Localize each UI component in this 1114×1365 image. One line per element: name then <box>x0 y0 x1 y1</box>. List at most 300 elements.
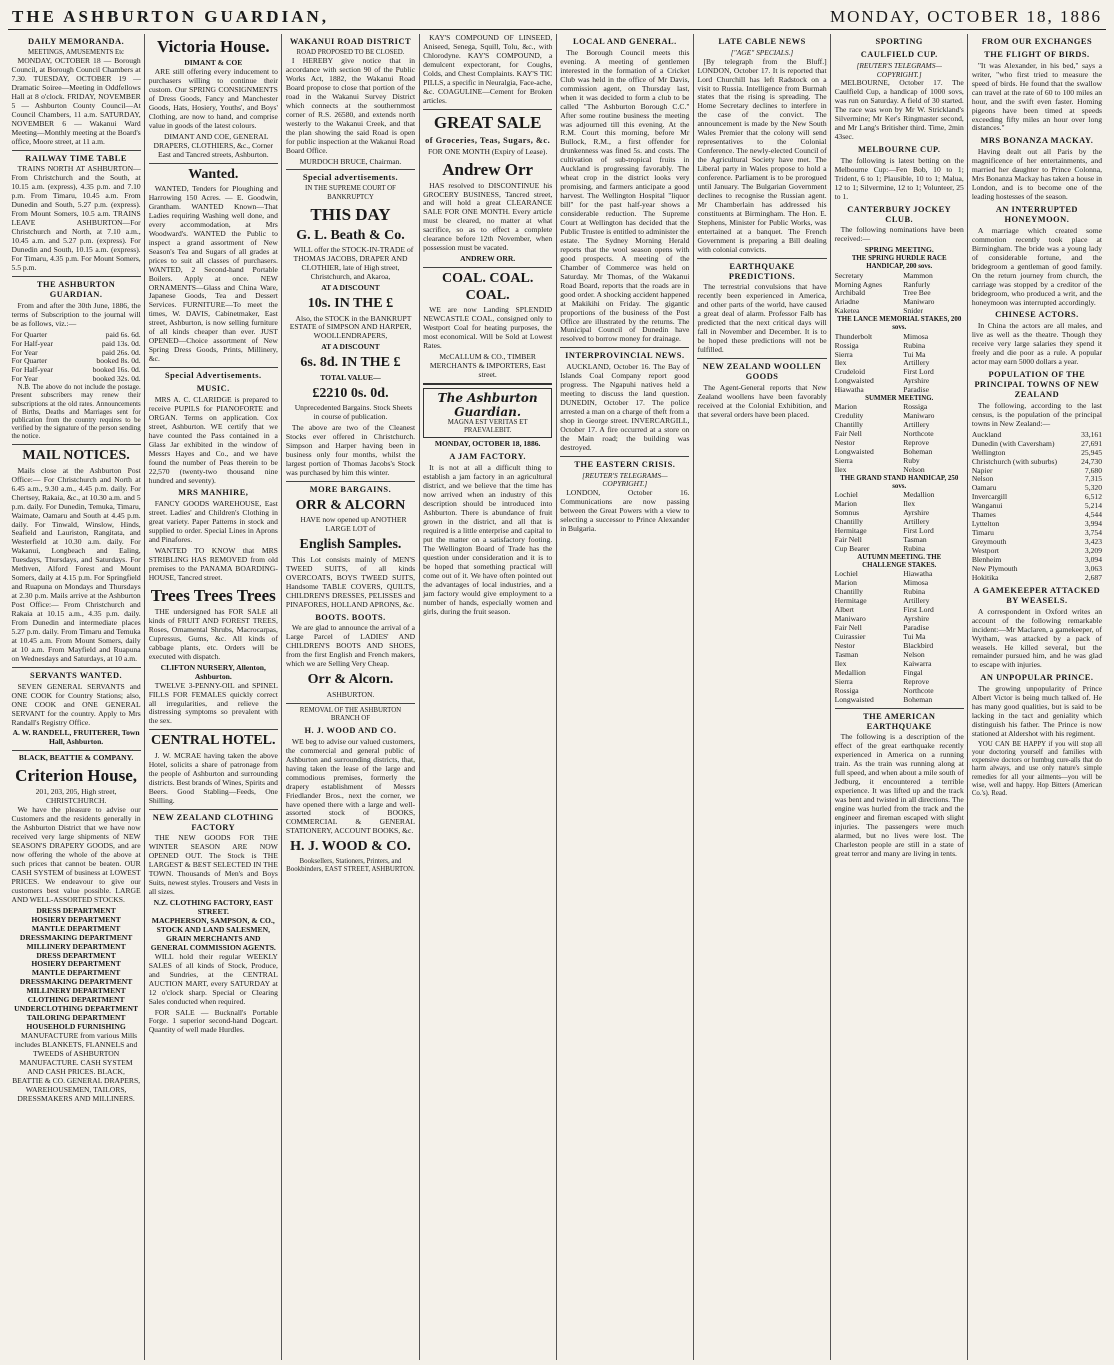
horse-name: Albert <box>834 606 855 615</box>
english-samples-heading: English Samples. <box>299 537 402 553</box>
subscription-table <box>12 331 141 385</box>
divider <box>423 383 552 385</box>
town-population: 33,161 <box>1081 429 1102 439</box>
horse-name: Secretary <box>834 271 864 280</box>
special-heading: Special Advertisements. <box>164 371 262 381</box>
horse-name: Kaiwarra <box>903 659 932 668</box>
horse-name: Chantilly <box>834 518 863 527</box>
horse-name: Tasman <box>903 536 927 545</box>
horse-name: Ilex <box>834 466 847 475</box>
department-item: CLOTHING DEPARTMENT <box>27 995 125 1005</box>
town-name: Hokitika <box>971 572 999 582</box>
sporting-heading: SPORTING <box>875 37 923 46</box>
horse-list <box>835 570 964 704</box>
department-item: MANTLE DEPARTMENT <box>31 968 121 978</box>
macpherson-heading: MACPHERSON, SAMPSON, & CO., STOCK AND LAND SALESMEN, GRAIN MERCHANTS AND GENERAL COMMISSION AGENTS. <box>150 916 276 952</box>
population-row <box>972 574 1102 583</box>
music-heading: MUSIC. <box>196 384 230 394</box>
horse-name: Tui Ma <box>903 632 926 641</box>
town-name: Nelson <box>971 474 994 484</box>
horse-name: Ilex <box>834 659 847 668</box>
horse-name: Artillery <box>903 518 930 527</box>
subscription-period: For Half-year <box>11 338 54 348</box>
horse-name: Marion <box>834 403 857 412</box>
more-bargains-heading: MORE BARGAINS. <box>309 484 392 494</box>
divider <box>12 667 141 668</box>
town-name: Lyttelton <box>971 519 1000 529</box>
town-name: Wanganui <box>971 501 1003 511</box>
kays-ads: KAY'S COMPOUND OF LINSEED, Aniseed, Senega, Squill, Tolu, &c., with Chlorodyne. KAY'S COMPOUND, a demulcent expectorant, for Coughs, Colds, and Chest Complaints. KAY'S TIC PILLS, a specific in Neuralgia, Face-ache, &c. COAGULINE—Cement for Broken articles. <box>423 34 553 105</box>
column-1 <box>8 34 145 1360</box>
town-population: 27,691 <box>1081 438 1102 448</box>
horse-name: Ilex <box>834 359 847 368</box>
horse-name: Rossiga <box>903 403 928 412</box>
gamekeeper-heading: A GAMEKEEPER ATTACKED BY WEASELS. <box>973 585 1101 605</box>
column-7 <box>831 34 968 1360</box>
subscription-price: paid 13s. 0d. <box>101 338 141 348</box>
horse-name: Maniwaro <box>903 412 935 421</box>
department-item: HOSIERY DEPARTMENT <box>31 914 121 924</box>
subscription-period: For Half-year <box>11 365 54 375</box>
wood-removal: REMOVAL OF THE ASHBURTON BRANCH OF <box>299 706 402 722</box>
town-name: New Plymouth <box>971 564 1018 573</box>
eastern-crisis-heading: THE EASTERN CRISIS. <box>574 459 676 469</box>
discount-label-2: AT A DISCOUNT <box>321 342 380 352</box>
horse-list <box>835 403 964 475</box>
horse-name: Rubina <box>903 341 926 350</box>
macpherson-text: WILL hold their regular WEEKLY SALES of all kinds of Stock, Produce, and Sundries, at the CENTRAL AUCTION MART, every SATURDAY at 12 o'clock sharp. Special or Clearing Sales conducted when required. <box>148 951 278 1006</box>
horse-name: Lochiel <box>834 570 858 579</box>
horse-name: Paradise <box>903 386 929 395</box>
paper-issue-date: MONDAY, OCTOBER 18, 1886. <box>434 439 541 449</box>
horse-name: Ilex <box>903 500 916 509</box>
horse-name: Sierra <box>834 677 853 686</box>
melbourne-cup-heading: MELBOURNE CUP. <box>857 144 941 154</box>
divider <box>12 150 141 151</box>
prince-heading: AN UNPOPULAR PRINCE. <box>980 673 1094 683</box>
town-population: 3,754 <box>1084 528 1102 538</box>
horse-name: Mimosa <box>903 579 929 588</box>
mail-text: Mails close at the Ashburton Post Office:— For Christchurch and North at 6.45 a.m., 9.30 a.m., 4.45 p.m. daily. For Chertsey, Rakaia, &c., at 10.30 a.m. and 5 p.m. daily. For Dunedin, Temuka, Timaru, Waimate, Oamaru and South at 4.45 p.m. daily. For Tinwald, Winslow, Hinds, Seafield and Lauriston, Rangitata, and Westerfield at 10.30 a.m. daily. For Wakanui, Longbeach and Ealing, Tuesdays, Thursdays, and Saturdays. For Methven, Alford Forest and Mount Somers, daily at 4.15 p.m. For Springfield and Ruapuna on Mondays and Thursdays at 2.30 p.m. Mails arrive at the Ashburton Post Office:— From Christchurch and Rakaia at 10.15 a.m., 4.35 p.m. daily. From Dunedin and intermediate places 5.27 p.m. daily. From Timaru and Temuka at 10.45 a.m. From Mount Somers, daily at 10 a.m. From Mayfield and Ruapuna on Wednesdays and Saturdays, at 10 a.m. <box>11 465 141 663</box>
this-day-heading: THIS DAY <box>310 204 391 224</box>
great-sale-sub: of Groceries, Teas, Sugars, &c. <box>425 135 551 145</box>
horse-name: Ruby <box>903 457 920 466</box>
jam-factory-heading: A JAM FACTORY. <box>449 452 526 462</box>
caulfield-text: MELBOURNE, October 17. The Caulfield Cup, a handicap of 1000 sovs, was run on Saturday. A field of 30 started. The race was won by Mr W. Strickland's Silvermine; Mr Ker's Ringmaster second, and Mr Lang's Britisher third. Time, 2min 43sec. <box>834 78 964 141</box>
horse-name: Artillery <box>903 421 930 430</box>
horse-name: Thunderbolt <box>834 332 873 341</box>
central-heading: CENTRAL HOTEL. <box>151 733 276 749</box>
divider <box>835 708 964 709</box>
coal-text: WE are now Landing SPLENDID NEWCASTLE COAL, consigned only to Westport Coal for heating purposes, the most economical. Will be Sold at Lowest Rates. <box>423 305 553 350</box>
andrew-orr-signature: ANDREW ORR. <box>460 254 516 264</box>
boots-heading: BOOTS. BOOTS. <box>315 612 386 622</box>
town-population: 3,063 <box>1084 564 1102 573</box>
horse-name: Nelson <box>903 466 925 475</box>
divider <box>149 163 278 164</box>
town-name: Napier <box>971 465 993 475</box>
wood-text: WE beg to advise our valued customers, the commercial and general public of Ashburton and surrounding districts, that, having taken the lease of the large and commodious premises, formerly the drapery establishment of Messrs Friedlander Bros., next the corner, we have opened there with a large and well-assorted stock of BOOKS, COMMERCIAL & GENERAL STATIONERY, ACCOUNT BOOKS, &c. <box>285 736 416 836</box>
horse-name: Chantilly <box>834 588 863 597</box>
town-name: Greymouth <box>971 537 1007 547</box>
divider <box>149 367 278 368</box>
town-population: 3,094 <box>1084 555 1102 565</box>
manhire-text: FANCY GOODS WAREHOUSE, East street. Ladies' and Children's Clothing in great variety. Paper Patterns in stock and supplied to order. Special Lines in Aprons and Pinafores. <box>148 499 278 545</box>
horse-list <box>835 491 964 554</box>
horse-name: Hiawatha <box>903 570 933 579</box>
horse-name: Rubina <box>903 545 926 554</box>
town-population: 7,680 <box>1084 465 1102 475</box>
chinese-actors-heading: CHINESE ACTORS. <box>995 310 1079 320</box>
jam-factory-text: It is not at all a difficult thing to establish a jam factory in an agricultural district, and we believe that the time has now arrived when an industry of this description should be introduced into Ashburton. There is abundance of fruit grown in the district, and all that is required is a little enterprise and capital to put the matter on a satisfactory footing. The Wellington Board of Trade has the question under consideration and it is to be hoped that something practical will come out of it. We have often pointed out the advantages of local industries, and a jam factory would give employment to a number of hands, especially women and girls, during the fruit season. <box>423 463 553 616</box>
horse-name: Tree Bee <box>903 289 931 298</box>
subscription-row <box>12 375 141 384</box>
horse-name: Longwaisted <box>834 695 874 704</box>
town-population: 25,945 <box>1081 447 1102 457</box>
wood-heading: H. J. WOOD AND CO. <box>304 725 397 735</box>
discount-label: AT A DISCOUNT <box>321 283 380 293</box>
horse-name: Somnus <box>834 509 860 518</box>
mackay-heading: MRS BONANZA MACKAY. <box>980 136 1094 146</box>
divider <box>149 809 278 810</box>
column-4 <box>420 34 557 1360</box>
column-5 <box>557 34 694 1360</box>
cjc-heading: CANTERBURY JOCKEY CLUB. <box>847 204 952 224</box>
memoranda-subheading: MEETINGS, AMUSEMENTS Etc <box>27 48 125 56</box>
mackay-text: Having dealt out all Paris by the magnificence of her entertainments, and married her daughter to Prince Colonna, Mrs Bonanza Mackay has taken a house in London, and is to become one of the leading hostesses of the season. <box>971 147 1102 202</box>
road-text: I HEREBY give notice that in accordance with section 90 of the Public Works Act, 1882, the Wakanui Road Board propose to close that portion of the road in the Wakanui Survey District which connects at the southernmost corner of R.S. 26580, and extends north westerly to the Wakanui Creek, and that the plan showing the said Road is open for public inspection at the Wakanui Road Board Office. <box>285 56 416 155</box>
cable-heading: LATE CABLE NEWS <box>718 37 806 46</box>
horse-name: Reprove <box>903 439 929 448</box>
town-population: 3,209 <box>1084 546 1102 556</box>
horse-name: Sierra <box>834 457 853 466</box>
horse-name: Morning Agnes <box>834 280 883 289</box>
memoranda-heading: DAILY MEMORANDA. <box>27 37 125 46</box>
flight-text: "It was Alexander, in his bed," says a writer, "who first tried to measure the speed of birds. He found that the swallow can travel at the rate of 60 to 100 miles an hour, and the swift even faster. Homing pigeons have been timed at speeds exceeding fifty miles an hour over long distances." <box>971 60 1102 133</box>
memoranda-text: MONDAY, OCTOBER 18 — Borough Council, at Borough Council Chambers at 7.30. TUESDAY, OCTOBER 19 — Dramatic Soiree—Meeting in Oddfellows Hall at 8 o'clock. FRIDAY, NOVEMBER 5 — Ashburton County Council—At Council Chambers, 11 a.m. SATURDAY, NOVEMBER 6 — Wakanui Ward Meeting—Monthly meeting at the Board's office, Moore street, at 11 a.m. <box>11 56 141 146</box>
horse-name: Kaketea <box>834 307 860 316</box>
interprovincial-heading: INTERPROVINCIAL NEWS. <box>565 351 685 361</box>
column-8 <box>968 34 1105 1360</box>
orr-alcorn-2-sub: ASHBURTON. <box>326 689 375 699</box>
music-text: MRS A. C. CLARIDGE is prepared to receive PUPILS for PIANOFORTE and ORGAN. Terms on application. Cox street, Ashburton. WE certify that we have counted the Pass contained in a Glass Jar exhibited in the window of Messrs Hayes and Co., and we have found the number of Peas therein to be 22,570 (twenty-two thousand nine hundred and seventy). <box>148 394 278 485</box>
horse-name: Longwaisted <box>834 377 874 386</box>
horse-name: Rossiga <box>834 686 859 695</box>
gamekeeper-text: A correspondent in Oxford writes an account of the following remarkable incident:—Mr Maclaren, a gamekeeper, of Wytham, was attacked by a pack of weasels. He killed several, but the remainder pursued him, and he was glad to escape with injuries. <box>971 606 1102 670</box>
department-item: HOSIERY DEPARTMENT <box>31 959 121 969</box>
horse-name: Medallion <box>903 491 935 500</box>
horse-name: Nestor <box>834 641 855 650</box>
prince-text: The growing unpopularity of Prince Albert Victor is being much talked of. He has many good qualities, but is said to be lacking in the tact and geniality which distinguish his father. The Prince is now stationed at Aldershot with his regiment. <box>971 684 1102 739</box>
court-line: IN THE SUPREME COURT OF BANKRUPTCY <box>305 185 396 201</box>
town-population: 6,512 <box>1084 492 1102 502</box>
total-value: £2210 0s. 0d. <box>312 385 389 401</box>
horse-name: Credulity <box>834 412 864 421</box>
cable-text: [By telegraph from the Bluff.] LONDON, October 17. It is reported that Lord Churchill has left Radstock on a visit to Russia. Intelligence from Burmah states that the rising is spreading. The Home Secretary declines to interfere in the case of the convict. The announcement is made by the New South Wales Premier that the colony will send representatives to the Colonial Conference. The newly-elected Council of the Agricultural Society have met. The Liberal party in Wales propose to hold a conference. Parliament is to be prorogued until January. The Bulgarian Government declines to recognise the Russian agent. Mr Chamberlain has addressed his constituents at Birmingham. The Hon. E. Stephens, Minister for Public Works, was entertained at a banquet. The French Government is preparing a Bill dealing with colonial convicts. <box>697 56 827 254</box>
exchanges-heading: FROM OUR EXCHANGES <box>981 37 1093 46</box>
race-name: THE GRAND STAND HANDICAP, 250 sovs. <box>840 475 959 491</box>
quake-predictions-heading: EARTHQUAKE PREDICTIONS. <box>728 261 796 281</box>
woollen-heading: NEW ZEALAND WOOLLEN GOODS <box>702 362 822 381</box>
honeymoon-heading: AN INTERRUPTED HONEYMOON. <box>995 205 1078 224</box>
town-population: 24,730 <box>1081 456 1102 466</box>
paper-nameplate-title: The Ashburton Guardian. <box>437 390 538 419</box>
population-sub: The following, according to the last census, is the population of the principal towns in New Zealand:— <box>971 400 1102 428</box>
department-item: HOUSEHOLD FURNISHING <box>26 1022 126 1032</box>
victoria-text: ARE still offering every inducement to purchasers willing to continue their custom. Our SPRING CONSIGNMENTS of Dress Goods, Fancy and Manchester Goods, Hats, Hosiery, Youths', and Boys' Clothing, are now to hand, and comprise value in goods of the latest colours. <box>148 67 278 130</box>
cjc-sub: The following nominations have been received:— <box>834 225 964 244</box>
total-label: TOTAL VALUE— <box>320 372 381 382</box>
guardian-heading: THE ASHBURTON GUARDIAN. <box>36 279 116 299</box>
horse-name: Hermitage <box>834 597 867 606</box>
victoria-heading: Victoria House. <box>156 37 270 56</box>
woollen-text: The Agent-General reports that New Zealand woollens have been favorably received at the Colonial Exhibition, and that several orders have been placed. <box>697 382 827 419</box>
interprovincial-text: AUCKLAND, October 16. The Bay of Islands Coal Company report good progress. The Ngapuhi natives held a meeting to discuss the land question. DUNEDIN, October 17. The police arrested a man on a charge of theft from a shop in George street. INVERCARGILL, October 17. A fire occurred at a store on the Main road; the building was destroyed. <box>560 362 690 452</box>
horse-name: Ayrshire <box>903 615 930 624</box>
columns <box>8 34 1106 1360</box>
department-item: DRESSMAKING DEPARTMENT <box>19 932 133 942</box>
quake-predictions-text: The terrestrial convulsions that have recently been experienced in America, and other parts of the world, have caused a great deal of alarm. Professor Falb has predicted that the next critical days will fall in November and December. It is to be hoped these predictions will not be fulfilled. <box>697 282 827 355</box>
department-item: UNDERCLOTHING DEPARTMENT <box>14 1004 139 1014</box>
town-name: Dunedin (with Caversham) <box>971 438 1055 448</box>
horse-name: Rossiga <box>834 341 859 350</box>
boots-text: We are glad to announce the arrival of a Large Parcel of LADIES' AND CHILDREN'S BOOTS AND SHOES, from the first English and French makers, which we are Selling Very Cheap. <box>285 623 416 669</box>
criterion-address: 201, 203, 205, High street, CHRISTCHURCH. <box>35 787 117 806</box>
race-name: SUMMER MEETING. <box>865 395 934 403</box>
race-nominations <box>835 255 964 704</box>
horse-name: Ayrshire <box>903 377 930 386</box>
horse-name: Blackbird <box>903 641 934 650</box>
horse-name: First Lord <box>903 368 934 377</box>
mail-heading: MAIL NOTICES. <box>22 448 130 464</box>
caulfield-heading: CAULFIELD CUP. <box>860 49 938 59</box>
horse-name: Northcote <box>903 686 934 695</box>
population-heading: POPULATION OF THE PRINCIPAL TOWNS OF NEW ZEALAND <box>974 370 1100 399</box>
horse-name: Fair Nell <box>834 624 862 633</box>
paper-title: THE ASHBURTON GUARDIAN, <box>12 7 329 27</box>
victoria-subheading: DIMANT & COE <box>184 58 243 68</box>
great-sale-text: FOR ONE MONTH (Expiry of Lease). <box>427 146 548 156</box>
coal-heading: COAL. COAL. COAL. <box>441 271 534 303</box>
subscription-price: booked 32s. 0d. <box>92 374 141 384</box>
horse-name: Ayrshire <box>903 509 930 518</box>
nzc-signature: N.Z. CLOTHING FACTORY, EAST STREET. <box>153 898 273 917</box>
horse-name: Crudeloid <box>834 368 865 377</box>
horse-name: Tui Ma <box>903 350 926 359</box>
race-name: THE SPRING HURDLE RACE HANDICAP, 200 sovs. <box>851 255 947 271</box>
stock-body-text: The above are two of the Cleanest Stocks ever offered in Christchurch. Simpson and Harper having been in business only four months, whilst the largest portion of Thomas Jacobs's Stock was purchased by him this winter. <box>285 423 416 477</box>
town-population: 2,687 <box>1084 572 1102 582</box>
local-text: The Borough Council meets this evening. A meeting of gentlemen interested in the formation of a Cricket Club was held in the office of Mr Davis, commission agent, on Thursday last, when it was decided to form a club to be called "The Ashburton Borough C.C." After some routine business the meeting was adjourned till this evening. At the R.M. Court this morning, before Mr Bullock, R.M., a first offender for drunkenness was fined 5s. and costs. The cultivation of sub-tropical fruits in Auckland is progressing favorably. The wheat crop in the district looks very promising, and farmers anticipate a good harvest. The Wellington Hospital "liquor bill" for the past half-year shows a considerable reduction. The Supreme Court at Wellington has decided that the Public Trustee is entitled to administer the estate. The Sydney Morning Herald reports that the wool season opens with good prospects. A meeting of the Chamber of Commerce was held on Saturday. Mr Thomas, of the Wakanui Road Board, reports that the roads are in good order. A shocking accident happened at Makikihi on Friday. The gigantic proportions of the business of the Post Office are illustrated by the returns. The Municipal Council of Dunedin have resolved to borrow money for drainage. <box>560 47 690 344</box>
wanted-to-know: WANTED TO KNOW that MRS STRIBLING HAS REMOVED from old premises to the PANAMA BOARDING-HOUSE, Tancred street. <box>148 546 278 582</box>
divider <box>697 258 826 259</box>
servants-heading: SERVANTS WANTED. <box>30 670 123 680</box>
horse-name: Hiawatha <box>834 386 864 395</box>
road-signature: MURDOCH BRUCE, Chairman. <box>299 156 402 166</box>
wanted-heading: Wanted. <box>188 166 239 182</box>
department-item: MILLINERY DEPARTMENT <box>26 941 126 951</box>
horse-name: Fingal <box>903 668 923 677</box>
manhire-heading: MRS MANHIRE, <box>178 488 249 498</box>
divider <box>560 347 689 348</box>
town-name: Oamaru <box>971 483 997 493</box>
horse-name: Cup Bearer <box>834 545 870 554</box>
trees-heading: Trees Trees Trees <box>150 585 276 605</box>
andrew-orr-heading: Andrew Orr <box>442 159 534 179</box>
andrew-orr-text: HAS resolved to DISCONTINUE his GROCERY BUSINESS, Tancred street, and will hold a great CLEARANCE SALE FOR ONE MONTH. Every article must be cleared, no matter at what sacrifice, so as to effect a complete clearance before 12th November, when possession must be vacated. <box>423 180 553 253</box>
servants-text: SEVEN GENERAL SERVANTS and ONE COOK for Country Stations; also, ONE COOK and ONE GENERAL SERVANT for the country. Apply to Mrs Randall's Registry Office. <box>11 681 141 727</box>
paper-motto: MAGNA EST VERITAS ET PRAEVALEBIT. <box>447 419 528 435</box>
chinese-actors-text: In China the actors are all males, and live as well as the theatre. Though they receive very large salaries they spend it freely and die poor as a rule. A popular actor may earn 5000 dollars a year. <box>971 321 1102 367</box>
orr-alcorn-heading: ORR & ALCORN <box>295 497 406 513</box>
horse-name: Artillery <box>903 359 930 368</box>
wood-sub: Booksellers, Stationers, Printers, and Bookbinders, EAST STREET, ASHBURTON. <box>286 857 415 873</box>
horse-name: Nelson <box>903 650 925 659</box>
horse-name: Marion <box>834 500 857 509</box>
english-samples-text: This Lot consists mainly of MEN'S TWEED SUITS, of all kinds OVERCOATS, BOYS TWEED SUITS, Handsome TABLE COVERS, QUILTS, CHILDREN'S DRESSES, PELISSES and PINAFORES, HOLLAND APRONS, &c. <box>285 554 416 609</box>
subscription-price: booked 8s. 0d. <box>96 356 141 366</box>
wanted-text: WANTED, Tenders for Ploughing and Harrowing 150 Acres. — E. Goodwin, Grantham. WANTED Known—That Ladies requiring Washing well done, and every accommodation, at Mrs Woodward's. WANTED the Public to inspect a grand assortment of New Season's Tea and Sugars of all grades at prices to suit all classes of purchasers. WANTED, 2 Second-hand Portable Boilers. Apply at once. NEW ORNAMENTS—Glass and China Ware, Japanese Goods, Tea and Dessert Services. FURNITURE—To meet the times, W. DAVIS, Cabinetmaker, East street, Ashburton, is now selling furniture of all kinds cheaper than ever. JUST OPENED—Choice assortment of New Spring Dress Goods, Prints, Millinery, &c. <box>148 184 278 364</box>
great-sale-heading: GREAT SALE <box>433 112 542 132</box>
coal-signature: McCALLUM & CO., TIMBER MERCHANTS & IMPORTERS, East street. <box>429 351 546 379</box>
subscription-period: For Quarter <box>11 356 48 366</box>
guardian-note: N.B. The above do not include the postage. Present subscribers may renew their subscriptions at the old rates. Announcements of Births, Deaths and Marriages sent for publication from the country requires to be verified by the signature of the person sending the notice. <box>11 384 141 441</box>
clifton-nursery: CLIFTON NURSERY, Allenton, Ashburton. <box>160 662 266 681</box>
town-name: Wellington <box>971 447 1006 457</box>
town-population: 4,544 <box>1084 510 1102 520</box>
paper-nameplate <box>423 388 552 439</box>
beath-text: WILL offer the STOCK-IN-TRADE of THOMAS JACOBS, DRAPER AND CLOTHIER, late of High street, Christchurch, and Akaroa, <box>293 245 414 282</box>
department-item: DRESS DEPARTMENT <box>36 905 116 915</box>
divider <box>12 276 141 277</box>
spring-meeting: SPRING MEETING. <box>864 245 934 255</box>
town-name: Blenheim <box>971 555 1002 565</box>
horse-name: Tasman <box>834 650 859 659</box>
trees-text: THE undersigned has FOR SALE all kinds of FRUIT AND FOREST TREES, Roses, Ornamental Shrubs, Macrocarpas, Cupressus, Gums, &c. All kinds of cabbage plants, etc. Orders will be executed with dispatch. <box>148 606 278 661</box>
subscription-period: For Quarter <box>11 329 48 339</box>
horse-name: Ariadne <box>834 298 860 307</box>
horse-name: Paradise <box>903 624 929 633</box>
eastern-crisis-text: LONDON, October 16. Communications are now passing between the Great Powers with a view to selecting a successor to Prince Alexander in Bulgaria. <box>560 488 690 533</box>
horse-name: Archibald <box>834 289 865 298</box>
beath-heading: G. L. Beath & Co. <box>296 227 405 243</box>
railway-heading: RAILWAY TIME TABLE <box>25 153 127 163</box>
fruiterer-ad: A. W. RANDELL, FRUITERER, Town Hall, Ashburton. <box>12 728 140 747</box>
railway-text: TRAINS NORTH AT ASHBURTON—From Christchurch and the South, at 10.15 a.m. (express), 4.35 p.m. and 7.10 p.m. From Timaru, 10.45 a.m. From Dunedin and South, 5.27 p.m. (express). From Mount Somers, 10.5 a.m. TRAINS LEAVE ASHBURTON—For Christchurch and North, at 7.10 a.m., 10.45 a.m. and 5.27 p.m. (express). For Dunedin and South, 10.15 a.m. (express). For Timaru, 4.35 p.m. For Mount Somers, 5.5 p.m. <box>11 164 141 272</box>
divider <box>149 729 278 730</box>
divider <box>423 109 552 110</box>
horse-name: Lochiel <box>834 491 858 500</box>
town-name: Christchurch (with suburbs) <box>971 456 1058 466</box>
american-quake-text: The following is a description of the effect of the great earthquake recently experienced in America on a running train. As the train was running along at full speed, and when about a mile south of Jedburg, it encountered a terrible experience. It was lifted up and the track was bent and twisted in all directions. The engine was hurled from the track and the engineer and fireman escaped with slight injuries. The passengers were much alarmed, but no lives were lost. The Charleston people are still in a state of great terror and many are living in tents. <box>834 732 964 858</box>
horse-name: Fair Nell <box>834 430 862 439</box>
divider <box>286 703 415 704</box>
also-text: Also, the STOCK in the BANKRUPT ESTATE of SIMPSON AND HARPER, WOOLLENDRAPERS, <box>289 313 412 341</box>
caulfield-sub: [REUTER'S TELEGRAMS—COPYRIGHT.] <box>856 60 942 79</box>
subscription-price: paid 26s. 0d. <box>101 347 141 357</box>
horse-name: Medallion <box>834 668 866 677</box>
race-name: AUTUMN MEETING. THE CHALLENGE STAKES. <box>857 554 942 570</box>
horse-name: Longwaisted <box>834 448 874 457</box>
horse-name: First Lord <box>903 527 934 536</box>
horse-name: Mammon <box>903 271 933 280</box>
town-name: Invercargill <box>971 492 1008 502</box>
town-name: Timaru <box>971 528 994 538</box>
paper-date: MONDAY, OCTOBER 18, 1886 <box>829 7 1102 27</box>
horse-name: Hermitage <box>834 527 867 536</box>
divider <box>286 169 415 170</box>
divider <box>560 456 689 457</box>
guardian-text: From and after the 30th June, 1886, the terms of Subscription to the journal will be as follows, viz.:— <box>11 300 141 328</box>
twelve-text: TWELVE 3-PENNY-OIL and SPINEL FILLS FOR FEMALES quickly correct all irregularities, and relieve the distressing symptoms so prevalent with the sex. <box>148 680 278 726</box>
honeymoon-text: A marriage which created some commotion recently took place at Birmingham. The bride was a young lady of considerable fortune, and the bridegroom a gentleman of good family. On the return journey from church, the carriage was stopped by a creditor of the bridegroom, who produced a writ, and the honeymoon was interrupted accordingly. <box>971 225 1102 307</box>
town-name: Auckland <box>971 429 1002 439</box>
melbourne-cup-text: The following is latest betting on the Melbourne Cup:—Fen Bob, 10 to 1; Trident, 6 to 1; Plausible, 10 to 1; Malua, 12 to 1; Silvermine, 12 to 1; Volunteer, 25 to 1. <box>834 155 964 201</box>
town-population: 7,315 <box>1084 474 1102 484</box>
department-item: TAILORING DEPARTMENT <box>26 1013 126 1023</box>
horse-name: Northcote <box>903 430 934 439</box>
department-list <box>12 907 141 1032</box>
local-heading: LOCAL AND GENERAL. <box>572 37 677 46</box>
horse-name: First Lord <box>903 606 934 615</box>
column-2 <box>145 34 282 1360</box>
column-3 <box>282 34 419 1360</box>
nzc-heading: NEW ZEALAND CLOTHING FACTORY <box>152 812 274 832</box>
bbc-footer: MANUFACTURE from various Mills includes BLANKETS, FLANNELS and TWEEDS of ASHBURTON MANUFACTURE. CASH SYSTEM AND CASH PRICES. BLACK, BEATTIE & CO. GENERAL DRAPERS, WAREHOUSEMEN, TAILORS, DRESSMAKERS AND MILLINERS. <box>12 1031 141 1103</box>
road-heading: WAKANUI ROAD DISTRICT <box>289 37 412 46</box>
horse-name: Maniwaro <box>903 298 935 307</box>
subscription-price: booked 16s. 0d. <box>92 365 141 375</box>
town-population: 3,994 <box>1084 519 1102 529</box>
horse-name: Cuirassier <box>834 632 866 641</box>
masthead <box>8 6 1106 30</box>
department-item: DRESSMAKING DEPARTMENT <box>19 977 133 987</box>
criterion-heading: Criterion House, <box>15 766 137 786</box>
race-name: THE LANCE MEMORIAL STAKES, 200 sovs. <box>837 316 962 332</box>
wood-heading-2: H. J. WOOD & CO. <box>290 839 411 855</box>
divider <box>12 750 141 751</box>
american-quake-heading: THE AMERICAN EARTHQUAKE <box>863 711 936 731</box>
horse-list <box>835 272 964 317</box>
horse-name: Sierra <box>834 350 853 359</box>
horse-name: Artillery <box>903 597 930 606</box>
divider <box>423 267 552 268</box>
subscription-price: paid 6s. 6d. <box>105 329 141 339</box>
town-population: 5,214 <box>1084 501 1102 511</box>
divider <box>286 481 415 482</box>
horse-name: Chantilly <box>834 421 863 430</box>
horse-name: Maniwaro <box>834 615 866 624</box>
subscription-period: For Year <box>11 347 38 357</box>
town-name: Westport <box>971 546 1000 556</box>
column-6 <box>694 34 831 1360</box>
horse-name: Nestor <box>834 439 855 448</box>
flight-heading: THE FLIGHT OF BIRDS. <box>984 49 1090 59</box>
nzc-text: THE NEW GOODS FOR THE WINTER SEASON ARE NOW OPENED OUT. The Stock is THE LARGEST & BEST SELECTED IN THE TOWN. Thousands of Men's and Boys Suits, newest styles. Trousers and Vests in all sizes. <box>148 833 278 897</box>
horse-name: Reprove <box>903 677 929 686</box>
department-item: DRESS DEPARTMENT <box>36 950 116 960</box>
horse-list <box>835 333 964 396</box>
unprecedented-text: Unprecedented Bargains. Stock Sheets in course of publication. <box>294 403 413 422</box>
department-item: MILLINERY DEPARTMENT <box>26 986 126 996</box>
central-text: J. W. MCRAE having taken the above Hotel, solicits a share of patronage from the people of Ashburton and surrounding districts. Best brands of Wines, Spirits and Beers. Good Stabling—Feeds, One Shilling. <box>148 750 278 805</box>
special-ads-heading: Special advertisements. <box>302 173 399 183</box>
horse-name: Snider <box>903 307 924 316</box>
horse-name: Fair Nell <box>834 536 862 545</box>
horse-name: Boheman <box>903 448 933 457</box>
horse-name: Ranfurly <box>903 280 931 289</box>
bbc-heading: BLACK, BEATTIE & COMPANY. <box>18 753 134 763</box>
